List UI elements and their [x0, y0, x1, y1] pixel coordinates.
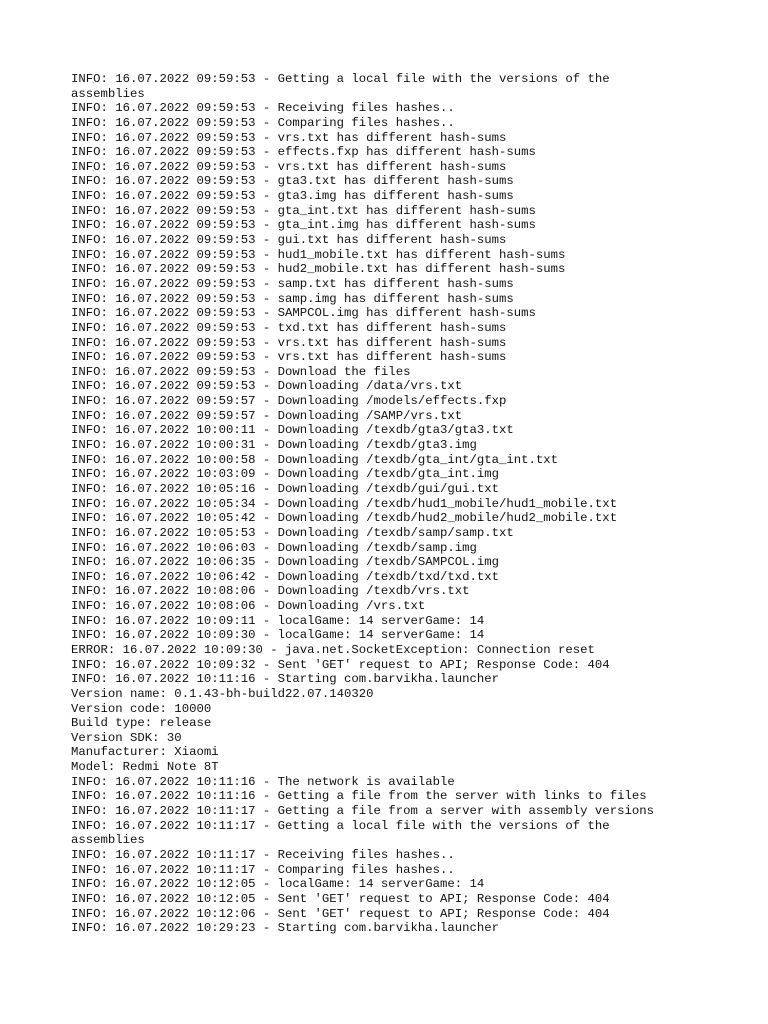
log-line: INFO: 16.07.2022 09:59:53 - Downloading /data/vrs.txt — [71, 379, 463, 394]
log-line: INFO: 16.07.2022 10:11:17 - Getting a local file with the versions of the — [71, 818, 610, 833]
log-line: INFO: 16.07.2022 10:05:34 - Downloading /texdb/hud1_mobile/hud1_mobile.txt — [71, 496, 618, 511]
log-line: INFO: 16.07.2022 10:11:16 - The network is available — [71, 774, 455, 789]
log-line: INFO: 16.07.2022 10:06:42 - Downloading /texdb/txd/txd.txt — [71, 569, 500, 584]
log-line: INFO: 16.07.2022 09:59:53 - vrs.txt has different hash-sums — [71, 335, 507, 350]
log-line: INFO: 16.07.2022 09:59:53 - Receiving files hashes.. — [71, 101, 455, 116]
log-line: INFO: 16.07.2022 10:00:31 - Downloading /texdb/gta3.img — [71, 438, 477, 453]
log-line: INFO: 16.07.2022 10:05:53 - Downloading /texdb/samp/samp.txt — [71, 525, 514, 540]
log-line: INFO: 16.07.2022 09:59:53 - samp.img has different hash-sums — [71, 291, 514, 306]
log-line: INFO: 16.07.2022 09:59:53 - Download the files — [71, 364, 411, 379]
log-text-block — [71, 72, 711, 936]
log-line: INFO: 16.07.2022 10:11:17 - Getting a file from a server with assembly versions — [71, 804, 654, 819]
log-line: INFO: 16.07.2022 09:59:53 - SAMPCOL.img has different hash-sums — [71, 306, 536, 321]
log-line: INFO: 16.07.2022 10:00:11 - Downloading /texdb/gta3/gta3.txt — [71, 423, 514, 438]
log-line: INFO: 16.07.2022 09:59:53 - gui.txt has different hash-sums — [71, 233, 507, 248]
log-line: INFO: 16.07.2022 09:59:53 - effects.fxp has different hash-sums — [71, 145, 536, 160]
log-line: INFO: 16.07.2022 09:59:53 - Comparing files hashes.. — [71, 115, 455, 130]
log-line: INFO: 16.07.2022 10:08:06 - Downloading /texdb/vrs.txt — [71, 584, 470, 599]
log-line: INFO: 16.07.2022 10:00:58 - Downloading /texdb/gta_int/gta_int.txt — [71, 452, 559, 467]
log-line: INFO: 16.07.2022 09:59:53 - Getting a local file with the versions of the — [71, 72, 610, 86]
log-line: INFO: 16.07.2022 09:59:53 - vrs.txt has different hash-sums — [71, 130, 507, 145]
log-line: INFO: 16.07.2022 10:29:23 - Starting com.barvikha.launcher — [71, 921, 500, 936]
log-line: INFO: 16.07.2022 10:06:35 - Downloading /texdb/SAMPCOL.img — [71, 555, 500, 570]
log-line: INFO: 16.07.2022 09:59:53 - gta3.img has different hash-sums — [71, 189, 514, 204]
log-line: INFO: 16.07.2022 10:11:16 - Starting com.barvikha.launcher — [71, 672, 500, 687]
log-line: INFO: 16.07.2022 10:09:32 - Sent 'GET' request to API; Response Code: 404 — [71, 657, 610, 672]
log-line: Model: Redmi Note 8T — [71, 760, 219, 775]
log-line: INFO: 16.07.2022 10:09:30 - localGame: 14 serverGame: 14 — [71, 628, 485, 643]
log-line: INFO: 16.07.2022 09:59:53 - gta_int.img has different hash-sums — [71, 218, 536, 233]
log-line: Version name: 0.1.43-bh-build22.07.140320 — [71, 686, 374, 701]
log-line: INFO: 16.07.2022 10:05:16 - Downloading /texdb/gui/gui.txt — [71, 481, 500, 496]
log-line: INFO: 16.07.2022 10:08:06 - Downloading /vrs.txt — [71, 599, 426, 614]
log-line: INFO: 16.07.2022 10:12:06 - Sent 'GET' request to API; Response Code: 404 — [71, 906, 610, 921]
log-line: Version SDK: 30 — [71, 730, 182, 745]
log-line: INFO: 16.07.2022 10:05:42 - Downloading /texdb/hud2_mobile/hud2_mobile.txt — [71, 511, 618, 526]
log-line: INFO: 16.07.2022 09:59:57 - Downloading /models/effects.fxp — [71, 394, 507, 409]
log-line: INFO: 16.07.2022 10:06:03 - Downloading /texdb/samp.img — [71, 540, 477, 555]
log-line: INFO: 16.07.2022 09:59:53 - gta3.txt has different hash-sums — [71, 174, 514, 189]
log-line: INFO: 16.07.2022 09:59:53 - vrs.txt has different hash-sums — [71, 350, 507, 365]
log-line: ERROR: 16.07.2022 10:09:30 - java.net.SocketException: Connection reset — [71, 642, 595, 657]
log-line: INFO: 16.07.2022 10:12:05 - localGame: 14 serverGame: 14 — [71, 877, 485, 892]
log-line: Version code: 10000 — [71, 701, 212, 716]
log-line: Build type: release — [71, 716, 212, 731]
log-line: INFO: 16.07.2022 10:11:16 - Getting a file from the server with links to files — [71, 789, 647, 804]
log-line: Manufacturer: Xiaomi — [71, 745, 219, 760]
log-line: INFO: 16.07.2022 09:59:53 - hud2_mobile.txt has different hash-sums — [71, 262, 566, 277]
log-line: assemblies — [71, 833, 145, 848]
log-line: INFO: 16.07.2022 09:59:57 - Downloading /SAMP/vrs.txt — [71, 408, 463, 423]
log-line: INFO: 16.07.2022 10:09:11 - localGame: 14 serverGame: 14 — [71, 613, 485, 628]
log-line: INFO: 16.07.2022 09:59:53 - hud1_mobile.txt has different hash-sums — [71, 247, 566, 262]
log-line: INFO: 16.07.2022 10:11:17 - Receiving files hashes.. — [71, 847, 455, 862]
log-line: INFO: 16.07.2022 10:11:17 - Comparing files hashes.. — [71, 862, 455, 877]
log-line: INFO: 16.07.2022 09:59:53 - vrs.txt has different hash-sums — [71, 159, 507, 174]
log-line: assemblies — [71, 86, 145, 101]
log-line: INFO: 16.07.2022 10:12:05 - Sent 'GET' request to API; Response Code: 404 — [71, 891, 610, 906]
log-line: INFO: 16.07.2022 10:03:09 - Downloading /texdb/gta_int.img — [71, 467, 500, 482]
log-line: INFO: 16.07.2022 09:59:53 - samp.txt has different hash-sums — [71, 276, 514, 291]
log-line: INFO: 16.07.2022 09:59:53 - txd.txt has different hash-sums — [71, 320, 507, 335]
log-line: INFO: 16.07.2022 09:59:53 - gta_int.txt has different hash-sums — [71, 203, 536, 218]
